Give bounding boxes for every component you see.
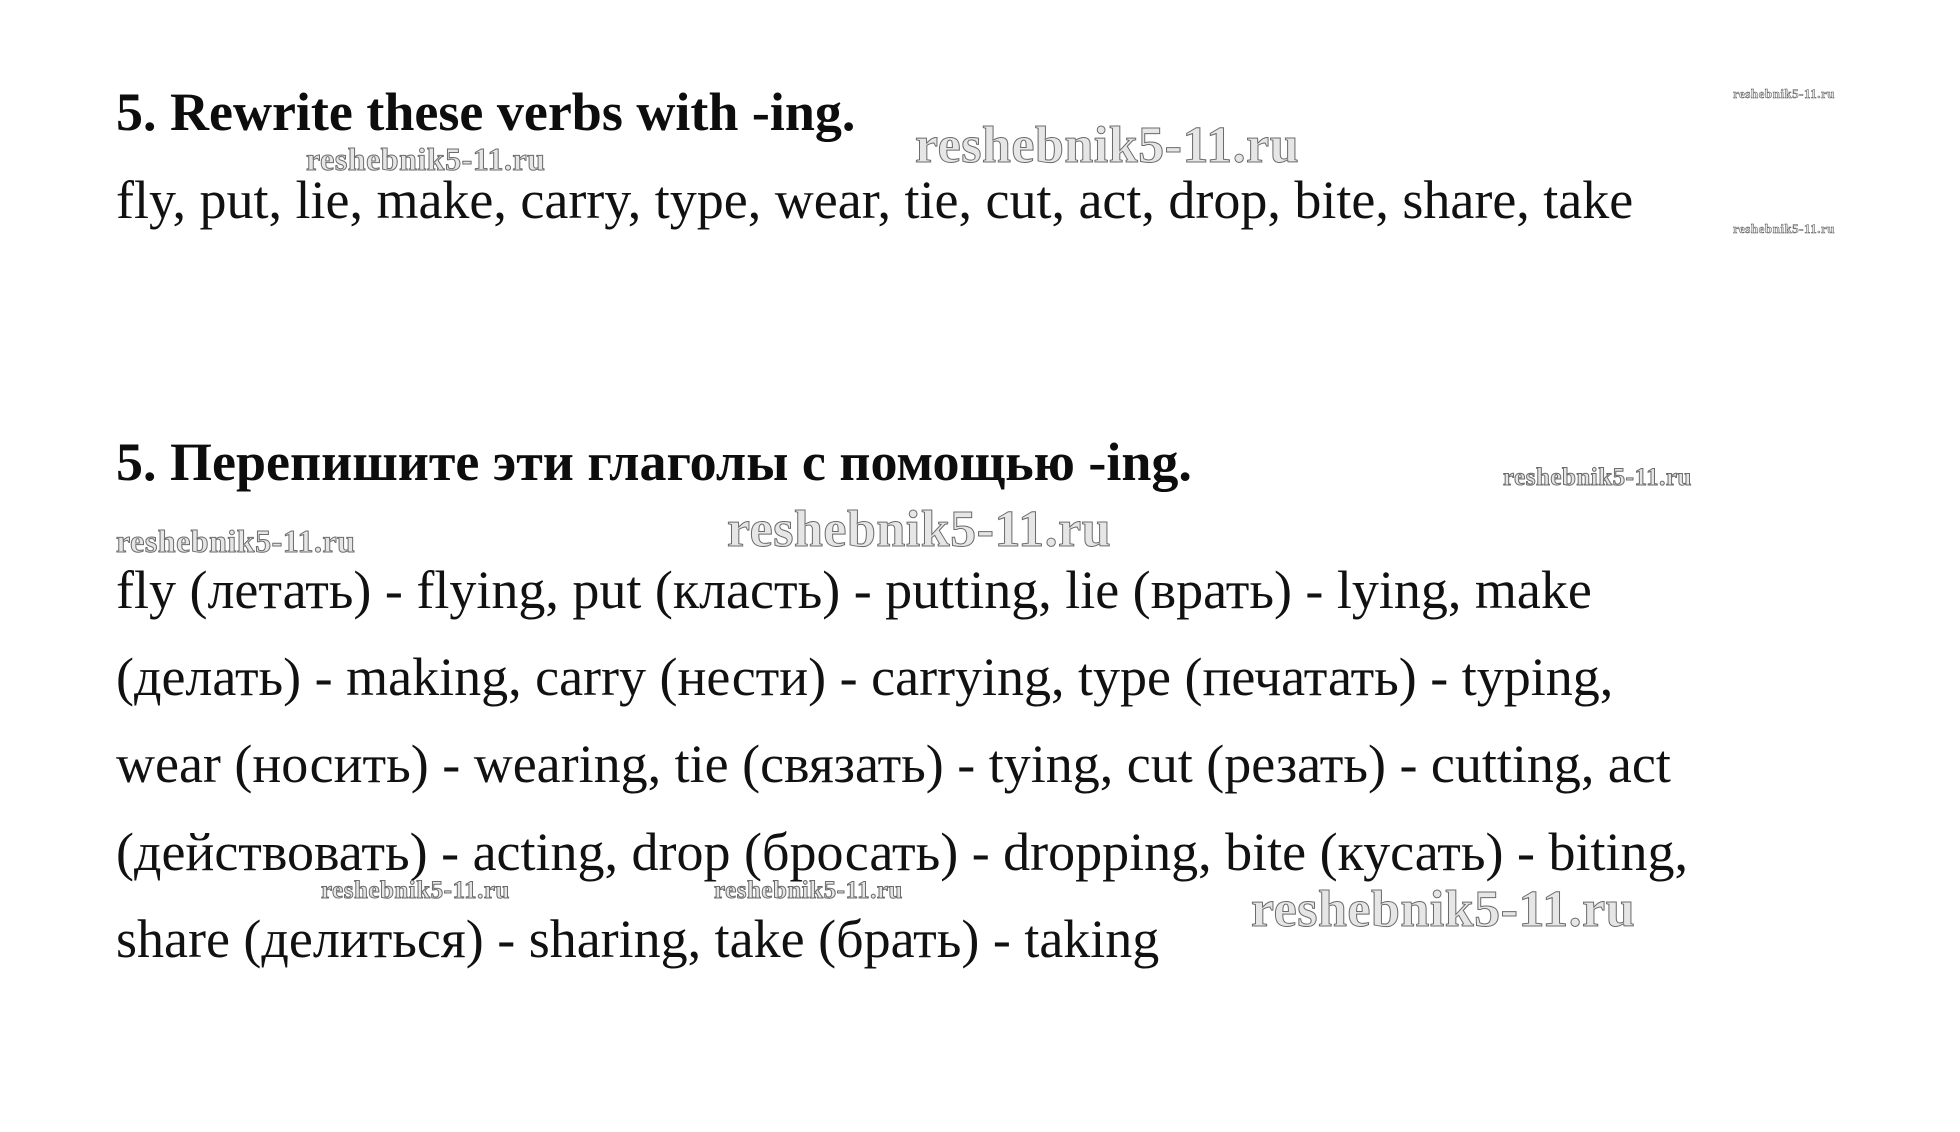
watermark: reshebnik5-11.ru [915, 117, 1300, 174]
answer-line-5: share (делиться) - sharing, take (брать) - taking [116, 909, 1160, 969]
watermark: reshebnik5-11.ru [306, 141, 546, 177]
answer-line-2: (делать) - making, carry (нести) - carrying, type (печатать) - typing, [116, 647, 1614, 707]
verb-list: fly, put, lie, make, carry, type, wear, tie, cut, act, drop, bite, share, take [116, 170, 1634, 230]
exercise-heading-ru: 5. Перепишите эти глаголы с помощью -ing. [116, 432, 1192, 492]
exercise-heading-en: 5. Rewrite these verbs with -ing. [116, 82, 856, 142]
watermark: reshebnik5-11.ru [714, 877, 903, 904]
watermark: reshebnik5-11.ru [1733, 221, 1836, 236]
watermark: reshebnik5-11.ru [321, 877, 510, 904]
watermark: reshebnik5-11.ru [1503, 464, 1692, 491]
answer-line-4: (действовать) - acting, drop (бросать) - dropping, bite (кусать) - biting, [116, 822, 1688, 882]
watermark: reshebnik5-11.ru [727, 501, 1112, 558]
answer-line-3: wear (носить) - wearing, tie (связать) - tying, cut (резать) - cutting, act [116, 734, 1671, 794]
watermark: reshebnik5-11.ru [116, 523, 356, 559]
watermark: reshebnik5-11.ru [1733, 86, 1836, 101]
watermark: reshebnik5-11.ru [1251, 881, 1636, 938]
answer-line-1: fly (летать) - flying, put (класть) - putting, lie (врать) - lying, make [116, 560, 1592, 620]
